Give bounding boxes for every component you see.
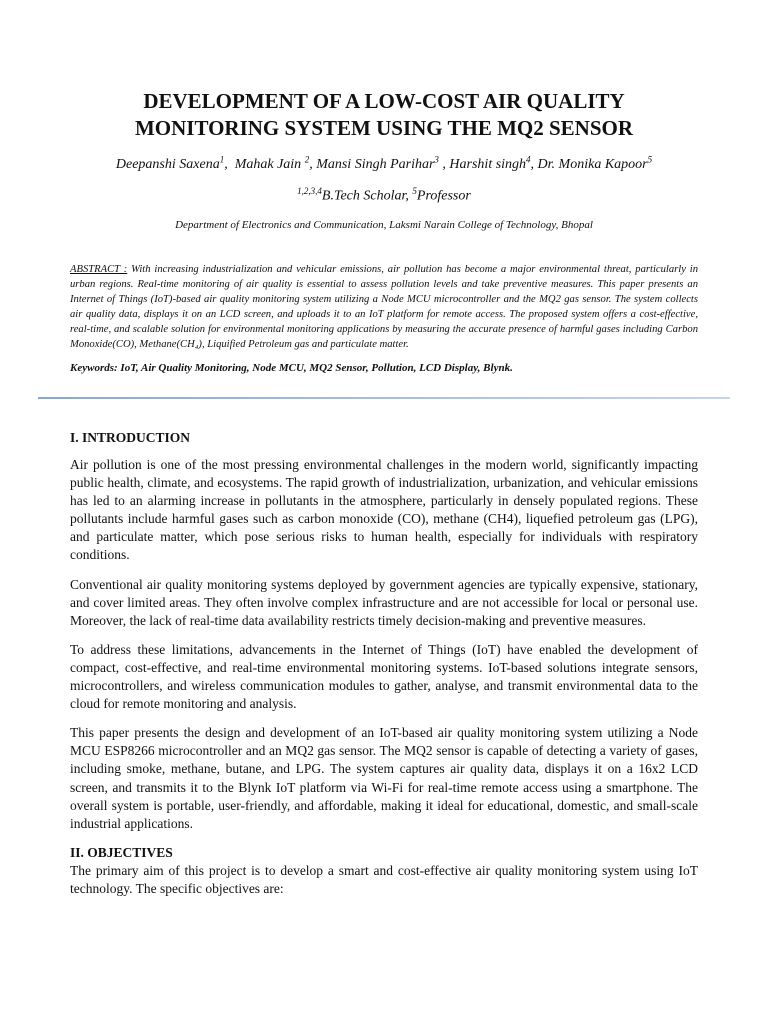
intro-paragraph-2: Conventional air quality monitoring systems deployed by government agencies are typically expensive, stationary, and cover limited areas. They often involve complex infrastructure and are not accessible for local or personal use. Moreover, the lack of real-time data availability restricts timely decision-making and preventive measures. <box>70 576 698 628</box>
introduction-heading: I. INTRODUCTION <box>70 430 191 445</box>
author-roles: $^{1,2,3,4}$B.Tech Scholar, $^5$Professor <box>297 185 471 204</box>
intro-paragraph-1: Air pollution is one of the most pressing environmental challenges in the modern world, significantly impacting public health, climate, and ecosystems. The rapid growth of industrialization, urbanization, and vehicular emissions has led to an alarming increase in pollutants in the atmosphere, particularly in densely populated regions. These pollutants include harmful gases such as carbon monoxide (CO), methane (CH4), liquefied petroleum gas (LPG), and particulate matter, which pose serious risks to human health, especially for individuals with respiratory conditions. <box>70 457 698 563</box>
author-3: Mansi Singh Parihar$^3$ , <box>316 154 450 172</box>
section-divider <box>38 397 730 399</box>
objectives-intro: The primary aim of this project is to develop a smart and cost-effective air quality monitoring system using IoT technology. The specific objectives are: <box>70 862 698 896</box>
title-line-1: DEVELOPMENT OF A LOW-COST AIR QUALITY <box>143 89 625 113</box>
author-list <box>70 149 698 175</box>
body-text <box>70 456 698 898</box>
abstract <box>70 262 698 352</box>
abstract-label: ABSTRACT : <box>70 264 128 276</box>
keywords: Keywords: IoT, Air Quality Monitoring, Node MCU, MQ2 Sensor, Pollution, LCD Display, Blynk. <box>70 362 513 375</box>
author-1: Deepanshi Saxena$^1$, <box>115 154 235 172</box>
objectives-heading: II. OBJECTIVES <box>70 844 173 860</box>
author-2: Mahak Jain $^2$, <box>234 154 317 172</box>
author-5: Dr. Monika Kapoor$^5$ <box>537 154 653 172</box>
title-line-2: MONITORING SYSTEM USING THE MQ2 SENSOR <box>134 116 634 140</box>
intro-paragraph-3: To address these limitations, advancements in the Internet of Things (IoT) have enabled the development of compact, cost-effective, and real-time environmental monitoring systems. IoT-based solutions integrate sensors, microcontrollers, and wireless communication modules to gather, analyse, and transmit environmental data to the cloud for remote monitoring and analysis. <box>70 641 698 712</box>
abstract-text: With increasing industrialization and vehicular emissions, air pollution has become a major environmental threat, particularly in urban regions. Real-time monitoring of air quality is essential to assess pollution levels and take preventive measures. This paper presents an Internet of Things (IoT)-based air quality monitoring system utilizing a Node MCU microcontroller and the MQ2 gas sensor. The system collects air quality data, displays it on an LCD screen, and uploads it to an IoT platform for remote access. The proposed system offers a cost-effective, real-time, and scalable solution for environmental monitoring applications by measuring the accurate presence of harmful gases including Carbon Monoxide(CO), Methane(CH₄), Liquified Petroleum gas and particulate matter. <box>70 264 699 351</box>
author-4: Harshit singh$^4$, <box>449 154 538 172</box>
paper-title <box>70 0 698 142</box>
intro-paragraph-4: This paper presents the design and development of an IoT-based air quality monitoring system utilizing a Node MCU ESP8266 microcontroller and an MQ2 gas sensor. The MQ2 sensor is capable of detecting a variety of gases, including smoke, methane, butane, and LPG. The system captures air quality data, displays it on a 16x2 LCD screen, and transmits it to the Blynk IoT platform via Wi-Fi for real-time remote access using a smartphone. The overall system is portable, user-friendly, and affordable, making it ideal for educational, domestic, and small-scale industrial applications. <box>70 725 698 831</box>
department-affiliation: Department of Electronics and Communication, Laksmi Narain College of Technology, Bhopal <box>175 219 593 232</box>
